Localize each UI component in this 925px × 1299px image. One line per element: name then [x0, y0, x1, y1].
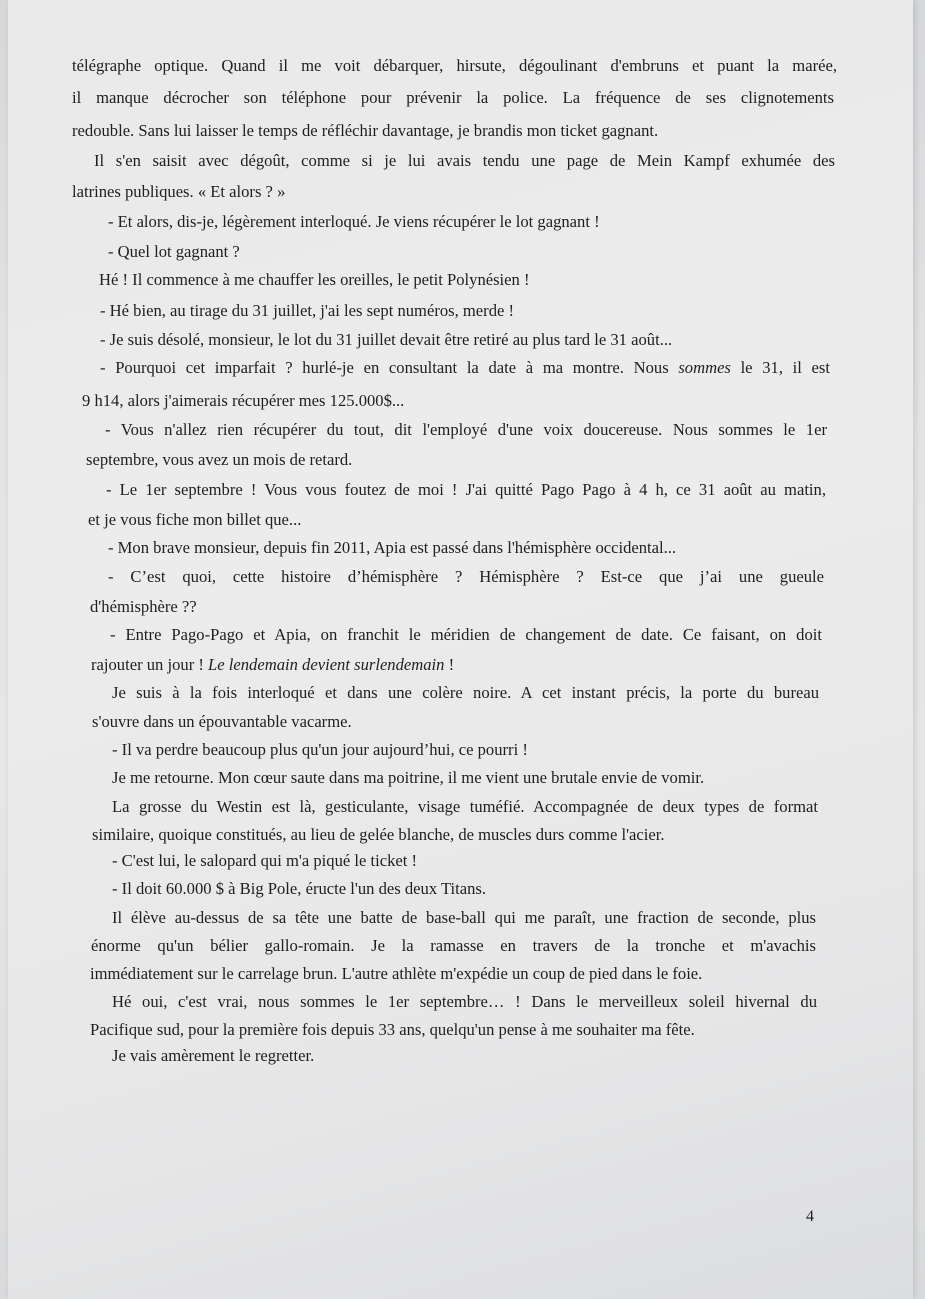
text-line: La grosse du Westin est là, gesticulante, visage tuméfié. Accompagnée de deux types de format — [112, 797, 818, 816]
text-line: Hé ! Il commence à me chauffer les oreilles, le petit Polynésien ! — [99, 270, 530, 289]
text-line: Je me retourne. Mon cœur saute dans ma poitrine, il me vient une brutale envie de vomir. — [112, 768, 705, 787]
text-line: - Quel lot gagnant ? — [108, 242, 240, 261]
text-line: et je vous fiche mon billet que... — [88, 510, 302, 529]
paper-sheet — [8, 0, 913, 1299]
text-line: - Entre Pago-Pago et Apia, on franchit le méridien de changement de date. Ce faisant, on doit — [110, 625, 822, 644]
text-line: télégraphe optique. Quand il me voit débarquer, hirsute, dégoulinant d'embruns et puant la marée, — [72, 56, 837, 75]
text-line: s'ouvre dans un épouvantable vacarme. — [92, 712, 352, 731]
text-run: rajouter un jour ! — [91, 655, 209, 674]
italic-run: sommes — [678, 358, 731, 377]
text-line: - Je suis désolé, monsieur, le lot du 31 juillet devait être retiré au plus tard le 31 août... — [100, 330, 673, 349]
text-line: il manque décrocher son téléphone pour prévenir la police. La fréquence de ses clignotements — [72, 88, 834, 107]
text-line: - Vous n'allez rien récupérer du tout, dit l'employé d'une voix doucereuse. Nous sommes le 1er — [105, 420, 827, 439]
text-line: - Il va perdre beaucoup plus qu'un jour aujourd’hui, ce pourri ! — [112, 740, 528, 759]
text-line: latrines publiques. « Et alors ? » — [72, 182, 286, 201]
text-line: - C'est lui, le salopard qui m'a piqué le ticket ! — [112, 851, 418, 870]
text-line: immédiatement sur le carrelage brun. L'autre athlète m'expédie un coup de pied dans le foie. — [90, 964, 703, 983]
text-run: - Pourquoi cet imparfait ? hurlé-je en consultant la date à ma montre. Nous — [100, 358, 679, 377]
text-line: Je vais amèrement le regretter. — [112, 1046, 315, 1065]
text-line: d'hémisphère ?? — [90, 597, 197, 616]
text-line: - Le 1er septembre ! Vous vous foutez de moi ! J'ai quitté Pago Pago à 4 h, ce 31 août au matin, — [106, 480, 826, 499]
text-line: 9 h14, alors j'aimerais récupérer mes 125.000$... — [82, 391, 405, 410]
text-line: énorme qu'un bélier gallo-romain. Je la ramasse en travers de la tronche et m'avachis — [91, 936, 816, 955]
text-line: septembre, vous avez un mois de retard. — [86, 450, 353, 469]
italic-run: Le lendemain devient surlendemain — [208, 655, 445, 674]
text-line: Pacifique sud, pour la première fois depuis 33 ans, quelqu'un pense à me souhaiter ma fête. — [90, 1020, 695, 1039]
text-line: redouble. Sans lui laisser le temps de réfléchir davantage, je brandis mon ticket gagnant. — [72, 121, 659, 140]
text-run: ! — [444, 655, 455, 674]
text-line: - Hé bien, au tirage du 31 juillet, j'ai les sept numéros, merde ! — [100, 301, 515, 320]
text-line: Je suis à la fois interloqué et dans une colère noire. A cet instant précis, la porte du bureau — [112, 683, 819, 702]
text-line: similaire, quoique constitués, au lieu de gelée blanche, de muscles durs comme l'acier. — [92, 825, 665, 844]
text-line: - Il doit 60.000 $ à Big Pole, éructe l'un des deux Titans. — [112, 879, 487, 898]
text-line: Il s'en saisit avec dégoût, comme si je lui avais tendu une page de Mein Kampf exhumée des — [94, 151, 835, 170]
page-number: 4 — [806, 1208, 814, 1225]
text-line: Hé oui, c'est vrai, nous sommes le 1er septembre… ! Dans le merveilleux soleil hivernal du — [112, 992, 817, 1011]
text-line — [100, 358, 830, 378]
text-line: - Mon brave monsieur, depuis fin 2011, Apia est passé dans l'hémisphère occidental... — [108, 538, 677, 557]
text-line: Il élève au-dessus de sa tête une batte de base-ball qui me paraît, une fraction de seconde, plus — [112, 908, 816, 927]
text-line: - C’est quoi, cette histoire d’hémisphère ? Hémisphère ? Est-ce que j’ai une gueule — [108, 567, 824, 586]
text-line: - Et alors, dis-je, légèrement interloqué. Je viens récupérer le lot gagnant ! — [108, 212, 600, 231]
text-line — [91, 655, 454, 675]
text-run: le 31, il est — [730, 358, 830, 377]
